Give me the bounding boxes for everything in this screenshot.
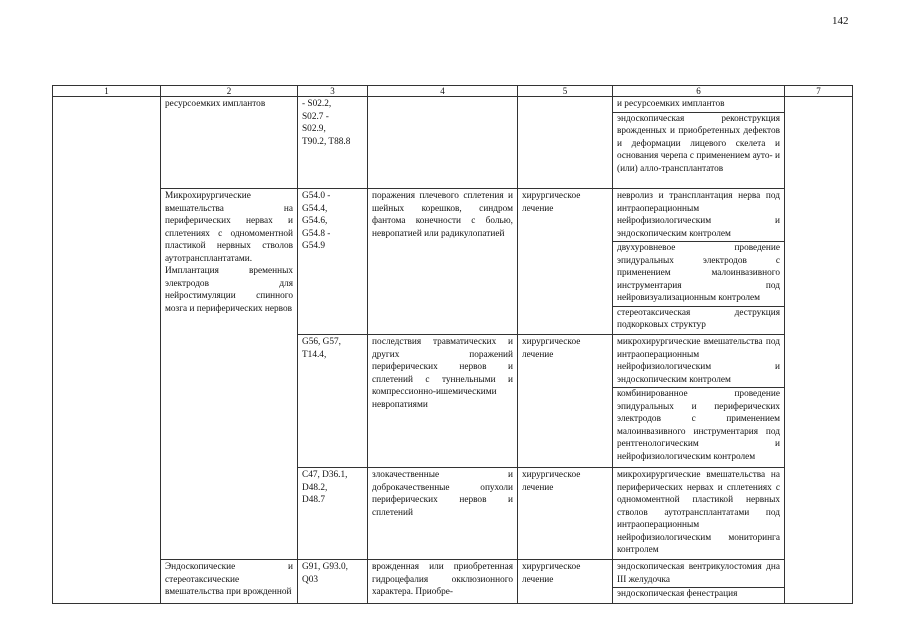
treatment-method-item: эндоскопическая реконструкция врожденных и приобретенных дефектов и деформации лицевого скелета и основания черепа с применением ауто- и (или) алло-трансплантатов	[617, 113, 780, 174]
treatment-method-item: микрохирургические вмешательства под интраоперационным нейрофизиологическим и эндоскопическим контролем	[613, 336, 784, 388]
method-name-cell: Эндоскопические и стереотаксические вмешательства при врожденной	[161, 560, 298, 604]
table-row	[53, 97, 853, 189]
diagnosis-cell	[368, 97, 518, 189]
page-number: 142	[832, 15, 849, 27]
treatment-method-item: двухуровневое проведение эпидуральных электродов с применением малоинвазивного инструментария под нейровизуализационным контролем	[613, 242, 784, 307]
treatment-type-cell: хирургическое лечение	[518, 189, 613, 335]
treatment-method-cell	[613, 97, 785, 189]
treatment-method-cell	[613, 560, 785, 604]
treatment-method-item: эндоскопическая вентрикулостомия дна III желудочка	[613, 561, 784, 588]
header-col-5: 5	[518, 86, 613, 97]
icd-codes-cell: C47, D36.1, D48.2, D48.7	[298, 468, 368, 560]
procedures-table	[52, 85, 853, 604]
treatment-method-item: микрохирургические вмешательства на периферических нервах и сплетениях с одномоментной пластикой нервных стволов аутотрансплантатами под интраоперационным нейрофизиологическим мониторинга контролем	[617, 470, 780, 555]
header-col-3: 3	[298, 86, 368, 97]
header-col-4: 4	[368, 86, 518, 97]
treatment-method-item: невролиз и трансплантация нерва под интраоперационным нейрофизиологическим и эндоскопическим контролем	[613, 190, 784, 242]
diagnosis-cell: злокачественные и доброкачественные опухоли периферических нервов и сплетений	[368, 468, 518, 560]
treatment-method-cell	[613, 189, 785, 335]
col7-cell	[785, 97, 853, 604]
table-row	[53, 189, 853, 335]
header-row	[53, 86, 853, 97]
diagnosis-cell: врожденная или приобретенная гидроцефалия окклюзионного характера. Приобре-	[368, 560, 518, 604]
header-col-7: 7	[785, 86, 853, 97]
treatment-method-item: стереотаксическая деструкция подкорковых структур	[617, 307, 780, 330]
treatment-type-cell	[518, 97, 613, 189]
icd-codes-cell: G91, G93.0, Q03	[298, 560, 368, 604]
icd-codes-cell: - S02.2, S02.7 - S02.9, T90.2, T88.8	[298, 97, 368, 189]
col1-cell	[53, 97, 161, 604]
treatment-type-cell: хирургическое лечение	[518, 468, 613, 560]
icd-codes-cell: G54.0 - G54.4, G54.6, G54.8 - G54.9	[298, 189, 368, 335]
header-col-6: 6	[613, 86, 785, 97]
header-col-1: 1	[53, 86, 161, 97]
treatment-method-item: комбинированное проведение эпидуральных и периферических электродов с применением малоинвазивного инструментария под рентгенологическим и нейрофизиологическим контролем	[617, 389, 780, 462]
treatment-type-cell: хирургическое лечение	[518, 560, 613, 604]
treatment-method-item: и ресурсоемких имплантов	[613, 98, 784, 113]
header-col-2: 2	[161, 86, 298, 97]
treatment-method-item: эндоскопическая фенестрация	[617, 589, 738, 599]
treatment-method-cell	[613, 468, 785, 560]
treatment-method-cell	[613, 335, 785, 468]
diagnosis-cell: поражения плечевого сплетения и шейных корешков, синдром фантома конечности с болью, невропатией или радикулопатией	[368, 189, 518, 335]
method-name-cell: ресурсоемких имплантов	[161, 97, 298, 189]
treatment-type-cell: хирургическое лечение	[518, 335, 613, 468]
diagnosis-cell: последствия травматических и других поражений периферических нервов и сплетений с туннельными и компрессионно-ишемическими невропатиями	[368, 335, 518, 468]
method-name-cell: Микрохирургические вмешательства на периферических нервах и сплетениях с одномоментной пластикой нервных стволов аутотрансплантатами. Имплантация временных электродов для нейростимуляции спинного мозга и периферических нервов	[161, 189, 298, 560]
icd-codes-cell: G56, G57, T14.4,	[298, 335, 368, 468]
table-row	[53, 560, 853, 604]
